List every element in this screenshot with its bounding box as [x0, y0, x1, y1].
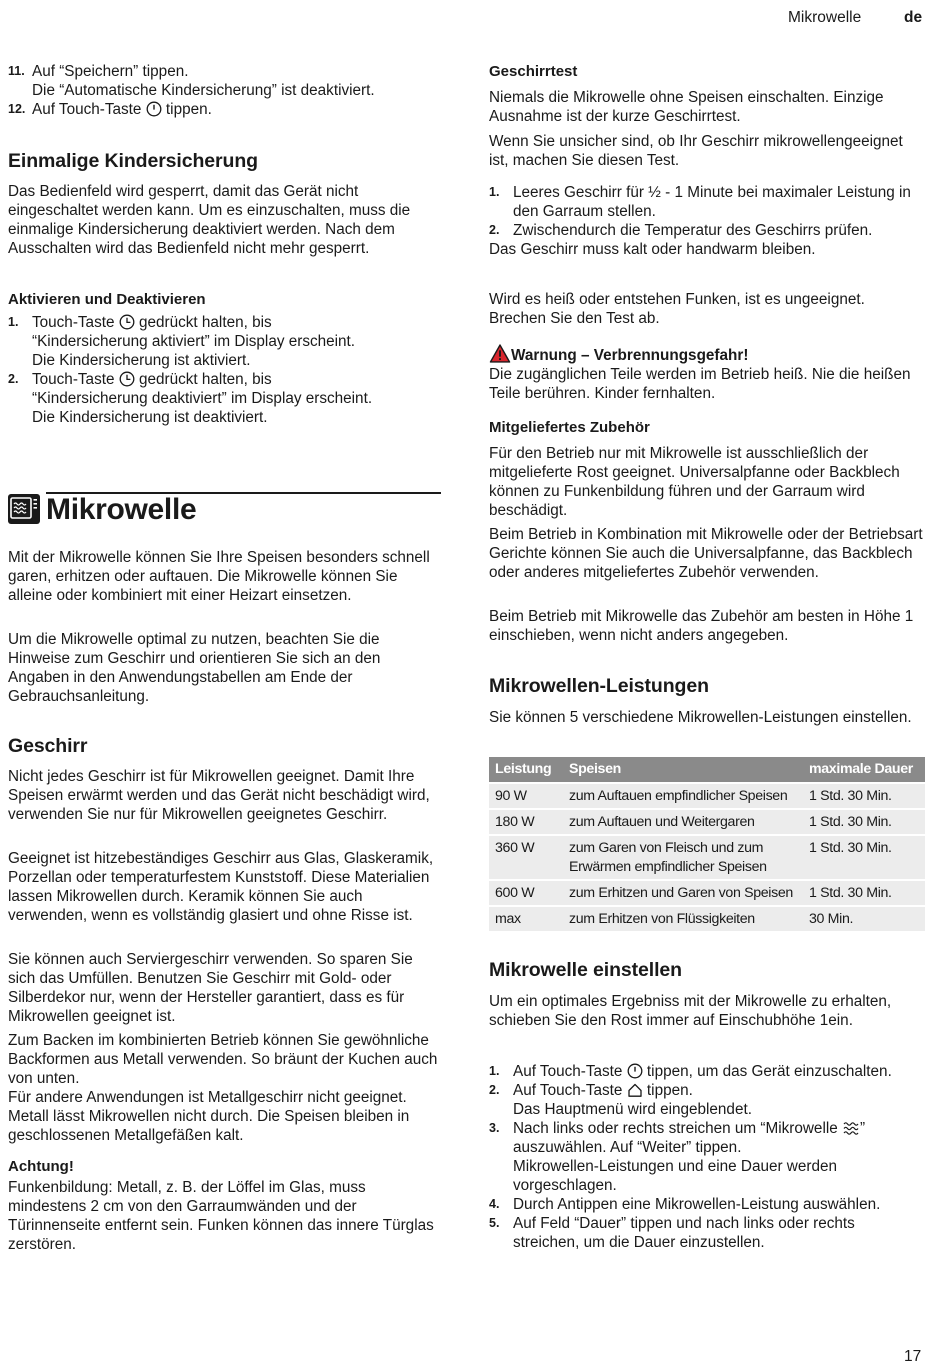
step-number: 11. [8, 64, 25, 78]
heading-mikrowellen-leistungen: Mikrowellen-Leistungen [489, 675, 709, 697]
zubehoer-paragraph-1: Für den Betrieb nur mit Mikrowelle ist ausschließlich der mitgelieferte Rost geeignet. Universalpfanne oder Backblech können zu Funkenbildung führen und der Garraum wird beschädigt. [489, 445, 900, 519]
power-icon [627, 1063, 643, 1079]
step-result: Das Geschirr muss kalt oder handwarm bleiben. [489, 241, 816, 258]
step-result: Das Hauptmenü wird eingeblendet. [513, 1101, 752, 1118]
step-text-pre: Touch-Taste [32, 314, 115, 331]
table-cell: zum Erhitzen und Garen von Speisen [563, 880, 803, 906]
power-table [489, 757, 925, 931]
step-text: Auf Feld “Dauer” tippen und nach links oder rechts streichen, um die Dauer einzustellen. [513, 1215, 855, 1251]
steps-kindersicherung [8, 313, 440, 427]
table-cell: 600 W [489, 880, 563, 906]
step-number: 3. [489, 1121, 500, 1135]
table-cell: zum Erhitzen von Flüssigkeiten [563, 906, 803, 931]
warning-text: Die zugänglichen Teile werden im Betrieb heiß. Nie die heißen Teile berühren. Kinder fernhalten. [489, 366, 911, 402]
heading-achtung: Achtung! [8, 1158, 74, 1175]
heading-einmalige-kindersicherung: Einmalige Kindersicherung [8, 150, 258, 172]
geschirr-paragraph-2: Geeignet ist hitzebeständiges Geschirr aus Glas, Glaskeramik, Porzellan oder temperaturfestem Kunststoff. Diese Materialien lassen Mikrowellen durch. Keramik können Sie auch verwenden, wenn es vollständig glasiert und ohne Risse ist. [8, 850, 434, 924]
home-icon [627, 1082, 643, 1098]
zubehoer-paragraph-3: Beim Betrieb mit Mikrowelle das Zubehör am besten in Höhe 1 einschieben, wenn nicht anders angegeben. [489, 608, 914, 644]
table-cell: zum Garen von Fleisch und zum Erwärmen empfindlicher Speisen [563, 835, 803, 880]
table-row [489, 783, 925, 809]
mikrowelle-paragraph-1: Mit der Mikrowelle können Sie Ihre Speisen besonders schnell garen, erhitzen oder auftauen. Die Mikrowelle können Sie alleine oder kombiniert mit einer Heizart einsetzen. [8, 549, 430, 604]
step-result: Mikrowellen-Leistungen und eine Dauer werden vorgeschlagen. [513, 1158, 837, 1194]
geschirrtest-paragraph-1: Niemals die Mikrowelle ohne Speisen einschalten. Einzige Ausnahme ist der kurze Geschirrtest. [489, 89, 884, 125]
header-section-title: Mikrowelle [788, 9, 862, 26]
step-result: Die Kindersicherung ist deaktiviert. [32, 409, 268, 426]
page-number: 17 [904, 1348, 922, 1365]
table-cell: 90 W [489, 783, 563, 809]
step-text-line2: “Kindersicherung deaktiviert” im Display erscheint. [32, 390, 373, 407]
step-text-pre: Auf Touch-Taste [32, 101, 142, 118]
table-row [489, 809, 925, 835]
clock-icon [119, 314, 135, 330]
power-icon [146, 101, 162, 117]
step-number: 4. [489, 1197, 500, 1211]
table-cell: 1 Std. 30 Min. [803, 809, 925, 835]
table-cell: 1 Std. 30 Min. [803, 783, 925, 809]
geschirr-paragraph-3: Sie können auch Serviergeschirr verwenden. So sparen Sie sich das Umfüllen. Benutzen Sie Geschirr mit Gold- oder Silberdekor nur, wenn der Hersteller garantiert, dass es für Mikrowellen geeignet ist. [8, 951, 413, 1025]
step-text-post: ” auszuwählen. Auf “Weiter” tippen. [513, 1120, 866, 1156]
heading-geschirr: Geschirr [8, 735, 88, 757]
steps-geschirrtest [489, 183, 925, 259]
steps-einstellen [489, 1062, 925, 1252]
table-cell: 1 Std. 30 Min. [803, 835, 925, 880]
leistungen-intro: Sie können 5 verschiedene Mikrowellen-Leistungen einstellen. [489, 709, 912, 726]
step-text-pre: Auf Touch-Taste [513, 1082, 623, 1099]
step-number: 2. [489, 223, 500, 237]
steps-save [8, 62, 440, 119]
table-row [489, 835, 925, 880]
step-text: Leeres Geschirr für ½ - 1 Minute bei maximaler Leistung in den Garraum stellen. [513, 184, 911, 220]
step-text-pre: Nach links oder rechts streichen um “Mikrowelle [513, 1120, 838, 1137]
step-number: 2. [489, 1083, 500, 1097]
warning-title: Warnung – Verbrennungsgefahr! [511, 347, 749, 364]
geschirr-paragraph-1: Nicht jedes Geschirr ist für Mikrowellen geeignet. Damit Ihre Speisen erwärmt werden und das Gerät nicht beschädigt wird, verwenden Sie nur für Mikrowellen geeignetes Geschirr. [8, 768, 430, 823]
table-header-row [489, 757, 925, 783]
microwave-waves-icon [842, 1120, 860, 1136]
step-result: Die Kindersicherung ist aktiviert. [32, 352, 251, 369]
step-text-pre: Auf Touch-Taste [513, 1063, 623, 1080]
table-cell: 360 W [489, 835, 563, 880]
einstellen-intro: Um ein optimales Ergebniss mit der Mikrowelle zu erhalten, schieben Sie den Rost immer auf Einschubhöhe 1ein. [489, 993, 892, 1029]
step-text: Zwischendurch die Temperatur des Geschirrs prüfen. [513, 222, 873, 239]
table-header-cell: Speisen [563, 757, 803, 783]
table-row [489, 906, 925, 931]
step-text-line2: “Kindersicherung aktiviert” im Display erscheint. [32, 333, 356, 350]
step-result: Die “Automatische Kindersicherung” ist deaktiviert. [32, 82, 375, 99]
geschirr-paragraph-4: Zum Backen im kombinierten Betrieb können Sie gewöhnliche Backformen aus Metall verwenden. So bräunt der Kuchen auch von unten. [8, 1032, 438, 1087]
table-header-cell: Leistung [489, 757, 563, 783]
step-number: 2. [8, 372, 19, 386]
step-text-post: gedrückt halten, bis [138, 314, 272, 331]
heading-geschirrtest: Geschirrtest [489, 63, 578, 80]
table-cell: 30 Min. [803, 906, 925, 931]
step-text-post: tippen. [165, 101, 212, 118]
clock-icon [119, 371, 135, 387]
step-text: Auf “Speichern” tippen. [32, 63, 189, 80]
achtung-text: Funkenbildung: Metall, z. B. der Löffel im Glas, muss mindestens 2 cm von den Garraumwänden und der Türinnenseite entfernt sein. Funken können das innere Türglas zerstören. [8, 1179, 434, 1253]
microwave-chapter-icon [8, 494, 40, 524]
table-header-cell: maximale Dauer [803, 757, 925, 783]
warning-box [489, 344, 925, 403]
header-language-code: de [904, 9, 923, 26]
step-number: 1. [489, 185, 500, 199]
power-table-wrapper [489, 757, 925, 931]
heading-mikrowelle-chapter: Mikrowelle [46, 493, 197, 526]
table-row [489, 880, 925, 906]
table-cell: zum Auftauen und Weitergaren [563, 809, 803, 835]
heading-mikrowelle-einstellen: Mikrowelle einstellen [489, 959, 682, 981]
step-text-pre: Touch-Taste [32, 371, 115, 388]
step-text-post: tippen. [646, 1082, 693, 1099]
einmalige-paragraph: Das Bedienfeld wird gesperrt, damit das Gerät nicht eingeschaltet werden kann. Um es einzuschalten, muss die einmalige Kindersicherung deaktiviert werden. Nach dem Ausschalten wird das Bedienfeld nicht mehr gesperrt. [8, 183, 411, 257]
step-number: 5. [489, 1216, 500, 1230]
step-text: Durch Antippen eine Mikrowellen-Leistung auswählen. [513, 1196, 881, 1213]
geschirrtest-paragraph-2: Wenn Sie unsicher sind, ob Ihr Geschirr mikrowellengeeignet ist, machen Sie diesen Test. [489, 133, 903, 169]
warning-triangle-icon [489, 344, 511, 363]
geschirr-paragraph-5: Für andere Anwendungen ist Metallgeschirr nicht geeignet. Metall lässt Mikrowellen nicht durch. Die Speisen bleiben in geschlossenen Metallgefäßen kalt. [8, 1089, 410, 1144]
heading-mitgeliefertes-zubehoer: Mitgeliefertes Zubehör [489, 419, 650, 436]
geschirrtest-paragraph-3: Wird es heiß oder entstehen Funken, ist es ungeeignet. Brechen Sie den Test ab. [489, 291, 865, 327]
table-cell: 1 Std. 30 Min. [803, 880, 925, 906]
step-number: 12. [8, 102, 26, 116]
table-cell: max [489, 906, 563, 931]
step-text-post: gedrückt halten, bis [138, 371, 272, 388]
table-cell: zum Auftauen empfindlicher Speisen [563, 783, 803, 809]
step-text-post: tippen, um das Gerät einzuschalten. [646, 1063, 892, 1080]
table-cell: 180 W [489, 809, 563, 835]
zubehoer-paragraph-2: Beim Betrieb in Kombination mit Mikrowelle oder der Betriebsart Gerichte können Sie auch die Universalpfanne, das Backblech oder anderes mitgeliefertes Zubehör verwenden. [489, 526, 923, 581]
step-number: 1. [489, 1064, 500, 1078]
mikrowelle-paragraph-2: Um die Mikrowelle optimal zu nutzen, beachten Sie die Hinweise zum Geschirr und orientieren Sie sich an den Angaben in den Anwendungstabellen am Ende der Gebrauchsanleitung. [8, 631, 381, 705]
heading-aktivieren-deaktivieren: Aktivieren und Deaktivieren [8, 291, 206, 308]
step-number: 1. [8, 315, 19, 329]
